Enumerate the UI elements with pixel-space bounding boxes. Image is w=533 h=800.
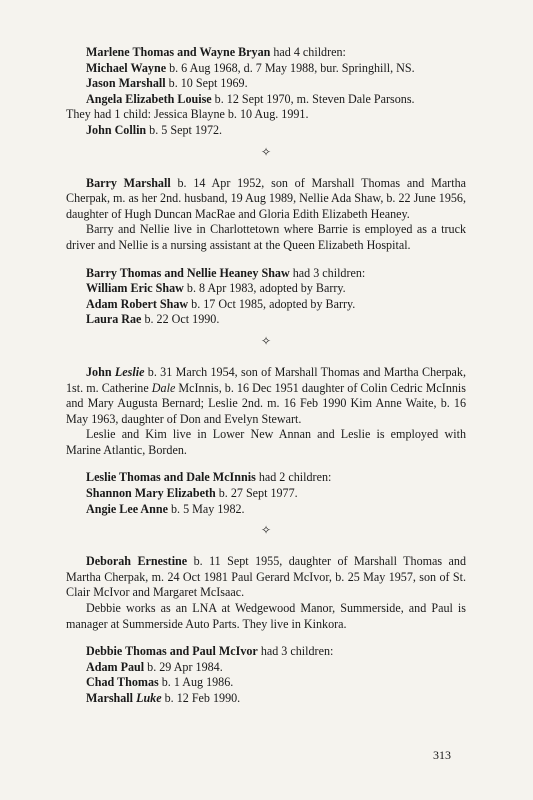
child-entry: Michael Wayne b. 6 Aug 1968, d. 7 May 1988, bur. Springhill, NS. (86, 60, 415, 75)
child-entry: Adam Robert Shaw b. 17 Oct 1985, adopted by Barry. (86, 296, 356, 311)
child-entry: Jason Marshall b. 10 Sept 1969. (86, 76, 248, 91)
family-group-leslie (66, 470, 466, 517)
children-header: Leslie Thomas and Dale McInnis had 2 children: (86, 470, 332, 485)
child-entry: Chad Thomas b. 1 Aug 1986. (86, 675, 234, 690)
family-group-marlene (66, 45, 466, 139)
child-entry: Angie Lee Anne b. 5 May 1982. (86, 501, 245, 516)
children-header: Barry Thomas and Nellie Heaney Shaw had 3 children: (86, 265, 366, 280)
children-header: Marlene Thomas and Wayne Bryan had 4 children: (86, 45, 346, 59)
child-note: They had 1 child: Jessica Blayne b. 10 Aug. 1991. (66, 107, 309, 122)
child-entry: John Collin b. 5 Sept 1972. (86, 122, 223, 137)
family-group-barry (66, 266, 466, 328)
section-divider: ✧ (260, 523, 272, 538)
child-entry: Marshall Luke b. 12 Feb 1990. (86, 691, 241, 705)
page-body (66, 45, 466, 707)
section-divider: ✧ (260, 144, 272, 159)
residence-paragraph: Debbie works as an LNA at Wedgewood Manor, Summerside, and Paul is manager at Summerside Auto Parts. They live in Kinkora. (66, 601, 466, 631)
children-header: Debbie Thomas and Paul McIvor had 3 children: (86, 644, 334, 659)
child-entry: Shannon Mary Elizabeth b. 27 Sept 1977. (86, 486, 298, 501)
biography-paragraph: Deborah Ernestine b. 11 Sept 1955, daughter of Marshall Thomas and Martha Cherpak, m. 24 Oct 1981 Paul Gerard McIvor, b. 25 May 1957, son of St. Clair McIvor and Margaret McIsaac. (66, 554, 466, 600)
section-divider: ✧ (260, 333, 272, 348)
parents-names: Marlene Thomas and Wayne Bryan (86, 45, 271, 59)
page-number: 313 (433, 748, 451, 762)
biography-paragraph: Barry Marshall b. 14 Apr 1952, son of Marshall Thomas and Martha Cherpak, m. as her 2nd. husband, 19 Aug 1989, Nellie Ada Shaw, b. 22 June 1956, daughter of Hugh Duncan MacRae and Gloria Edith Elizabeth Heaney. (66, 175, 466, 221)
child-entry: Angela Elizabeth Louise b. 12 Sept 1970, m. Steven Dale Parsons. (86, 91, 415, 106)
family-group-debbie (66, 644, 466, 706)
child-entry: Laura Rae b. 22 Oct 1990. (86, 312, 220, 327)
child-entry: Adam Paul b. 29 Apr 1984. (86, 659, 223, 674)
child-entry: William Eric Shaw b. 8 Apr 1983, adopted by Barry. (86, 281, 346, 296)
residence-paragraph: Barry and Nellie live in Charlottetown where Barrie is employed as a truck driver and Nellie is a nursing assistant at the Queen Elizabeth Hospital. (66, 222, 466, 252)
residence-paragraph: Leslie and Kim live in Lower New Annan and Leslie is employed with Marine Atlantic, Borden. (66, 427, 466, 457)
biography-paragraph: John Leslie b. 31 March 1954, son of Marshall Thomas and Martha Cherpak, 1st. m. Catherine Dale McInnis, b. 16 Dec 1951 daughter of Colin Cedric McInnis and Mary Augusta Bernard; Leslie 2nd. m. 16 Feb 1990 Kim Anne Waite, b. 16 May 1963, daughter of Don and Evelyn Stewart. (66, 364, 467, 426)
